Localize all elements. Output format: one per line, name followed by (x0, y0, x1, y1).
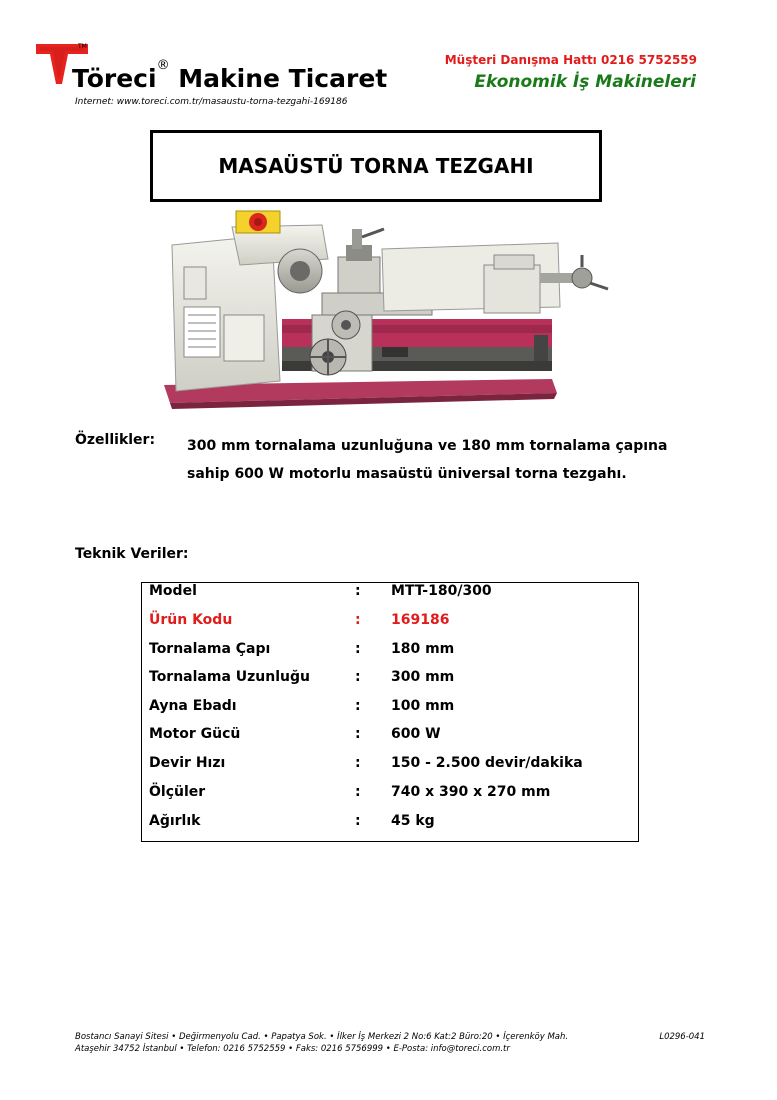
spec-value: 600 W (391, 726, 441, 742)
spec-separator: : (355, 813, 361, 829)
brand-word: Töreci (72, 64, 157, 93)
spec-separator: : (355, 726, 361, 742)
spec-value: 150 - 2.500 devir/dakika (391, 755, 583, 771)
technical-data-label: Teknik Veriler: (75, 546, 189, 562)
product-url[interactable]: Internet: www.toreci.com.tr/masaustu-torna-tezgahi-169186 (75, 97, 348, 107)
spec-key: Ayna Ebadı (149, 698, 237, 714)
footer-line-2: Ataşehir 34752 İstanbul • Telefon: 0216 5752559 • Faks: 0216 5756999 • E-Posta: info@toreci.com.tr (75, 1044, 510, 1054)
spec-separator: : (355, 612, 361, 628)
slogan: Ekonomik İş Makineleri (474, 72, 696, 92)
spec-separator: : (355, 755, 361, 771)
title-box (150, 130, 602, 202)
spec-separator: : (355, 669, 361, 685)
spec-value: MTT-180/300 (391, 583, 492, 599)
document-code: L0296-041 (659, 1032, 705, 1042)
spec-separator: : (355, 583, 361, 599)
spec-value: 169186 (391, 612, 450, 628)
spec-value: 180 mm (391, 641, 455, 657)
brand-name (72, 58, 388, 93)
spec-value: 740 x 390 x 270 mm (391, 784, 551, 800)
spec-table (141, 582, 639, 842)
brand-suffix: Makine Ticaret (178, 64, 388, 93)
spec-value: 100 mm (391, 698, 455, 714)
trademark-symbol: TM (78, 43, 87, 50)
spec-value: 45 kg (391, 813, 435, 829)
page-title: MASAÜSTÜ TORNA TEZGAHI (218, 154, 534, 178)
spec-key: Ölçüler (149, 784, 206, 800)
spec-key: Devir Hızı (149, 755, 226, 771)
spec-separator: : (355, 641, 361, 657)
lathe-machine-image (162, 207, 617, 412)
spec-key: Motor Gücü (149, 726, 241, 742)
footer-line-1: Bostancı Sanayi Sitesi • Değirmenyolu Cad. • Papatya Sok. • İlker İş Merkezi 2 No:6 Kat:2 Büro:20 • İçerenköy Mah. (75, 1032, 569, 1042)
features-label: Özellikler: (75, 432, 156, 448)
spec-key: Tornalama Çapı (149, 641, 271, 657)
customer-hotline: Müşteri Danışma Hattı 0216 5752559 (444, 53, 697, 67)
spec-key: Ağırlık (149, 813, 201, 829)
spec-separator: : (355, 698, 361, 714)
spec-key: Model (149, 583, 197, 599)
spec-separator: : (355, 784, 361, 800)
footer-address (75, 1031, 705, 1055)
registered-mark: ® (156, 58, 170, 73)
spec-key: Tornalama Uzunluğu (149, 669, 310, 685)
features-text: 300 mm tornalama uzunluğuna ve 180 mm tornalama çapına sahip 600 W motorlu masaüstü üniversal torna tezgahı. (187, 438, 668, 482)
spec-key: Ürün Kodu (149, 612, 233, 628)
spec-value: 300 mm (391, 669, 455, 685)
